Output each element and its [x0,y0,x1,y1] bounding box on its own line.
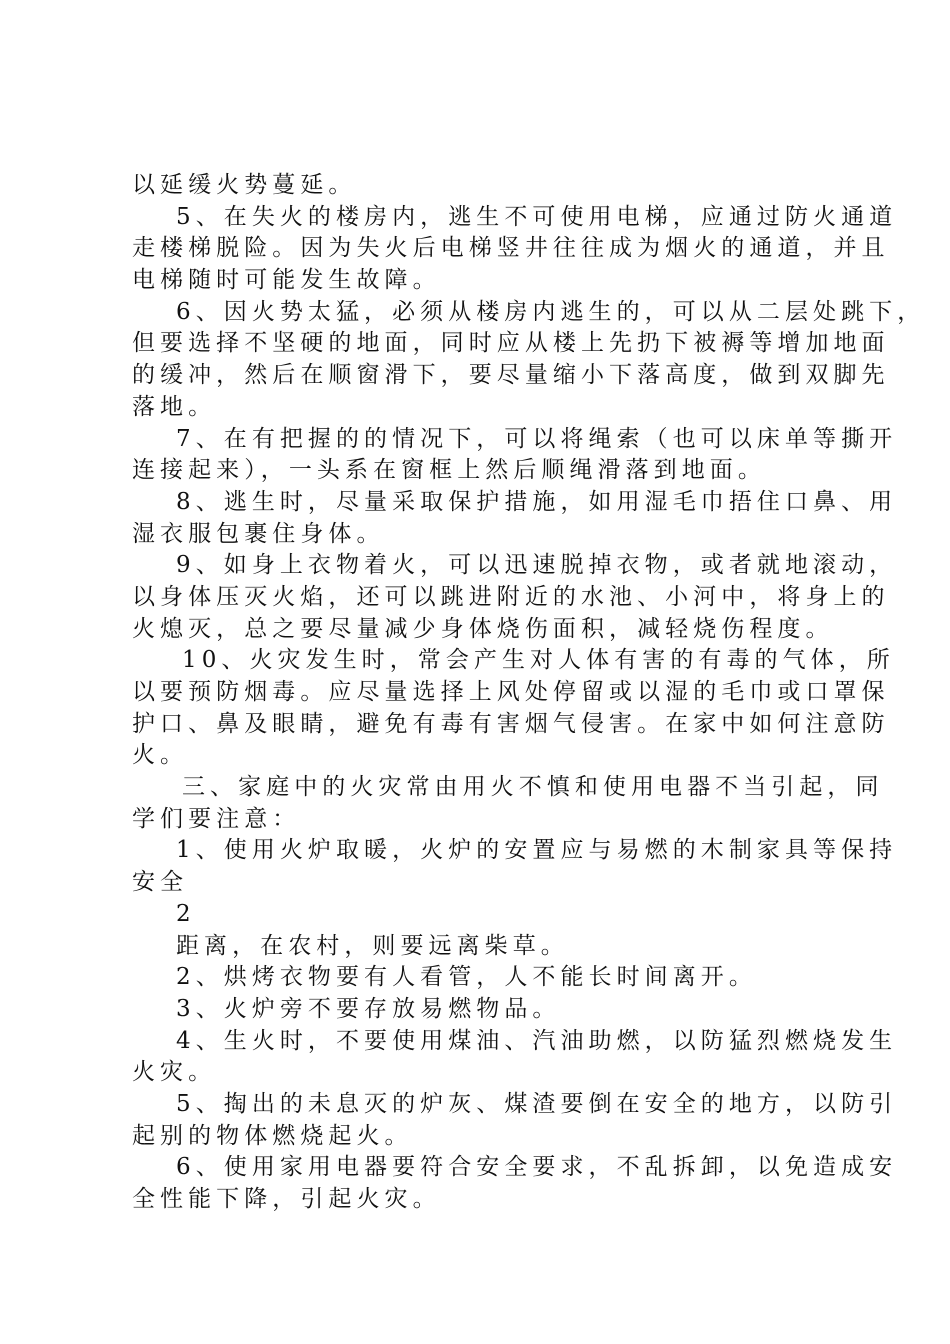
text-line: 护口、鼻及眼睛，避免有毒有害烟气侵害。在家中如何注意防 [132,710,890,737]
text-line: 5、在失火的楼房内，逃生不可使用电梯，应通过防火通道 [176,203,898,230]
text-line: 走楼梯脱险。因为失火后电梯竖井往往成为烟火的通道，并且 [132,235,890,262]
text-line: 火灾。 [132,1059,217,1086]
text-line: 以延缓火势蔓延。 [132,172,357,198]
text-line: 全性能下降，引起火灾。 [132,1186,441,1212]
text-line: 距离，在农村，则要远离柴草。 [176,932,569,959]
text-line: 2 [176,900,196,927]
text-line: 起别的物体燃烧起火。 [132,1122,413,1149]
text-line: 火熄灭，总之要尽量减少身体烧伤面积，减轻烧伤程度。 [132,615,834,642]
text-line: 落地。 [132,393,217,420]
text-line: 2、烘烤衣物要有人看管，人不能长时间离开。 [176,964,757,991]
text-line: 学们要注意： [132,805,301,832]
text-line: 三、家庭中的火灾常由用火不慎和使用电器不当引起，同 [182,774,884,801]
text-line: 1、使用火炉取暖，火炉的安置应与易燃的木制家具等保持 [176,837,898,864]
text-line: 火。 [132,742,189,769]
document-body [132,170,926,1216]
text-line: 但要选择不坚硬的地面，同时应从楼上先扔下被褥等增加地面 [132,330,890,357]
text-line: 10、火灾发生时，常会产生对人体有害的有毒的气体，所 [182,647,895,674]
text-line: 湿衣服包裹住身体。 [132,520,385,547]
text-line: 电梯随时可能发生故障。 [132,267,441,294]
text-line: 以要预防烟毒。应尽量选择上风处停留或以湿的毛巾或口罩保 [132,679,890,705]
text-line: 6、因火势太猛，必须从楼房内逃生的，可以从二层处跳下， [176,298,926,325]
text-line: 安全 [132,869,189,896]
text-line: 7、在有把握的的情况下，可以将绳索（也可以床单等撕开 [176,425,898,452]
text-line: 以身体压灭火焰，还可以跳进附近的水池、小河中，将身上的 [132,583,890,610]
text-line: 6、使用家用电器要符合安全要求，不乱拆卸，以免造成安 [176,1154,898,1181]
text-line: 连接起来），一头系在窗框上然后顺绳滑落到地面。 [132,457,766,484]
text-line: 3、火炉旁不要存放易燃物品。 [176,995,561,1022]
text-line: 5、掏出的未息灭的炉灰、煤渣要倒在安全的地方，以防引 [176,1090,898,1117]
text-line: 8、逃生时，尽量采取保护措施，如用湿毛巾捂住口鼻、用 [176,488,898,515]
text-line: 4、生火时，不要使用煤油、汽油助燃，以防猛烈燃烧发生 [176,1027,898,1054]
text-line: 的缓冲，然后在顺窗滑下，要尽量缩小下落高度，做到双脚先 [132,362,890,389]
document-page [132,170,926,1216]
text-line: 9、如身上衣物着火，可以迅速脱掉衣物，或者就地滚动， [176,552,898,579]
